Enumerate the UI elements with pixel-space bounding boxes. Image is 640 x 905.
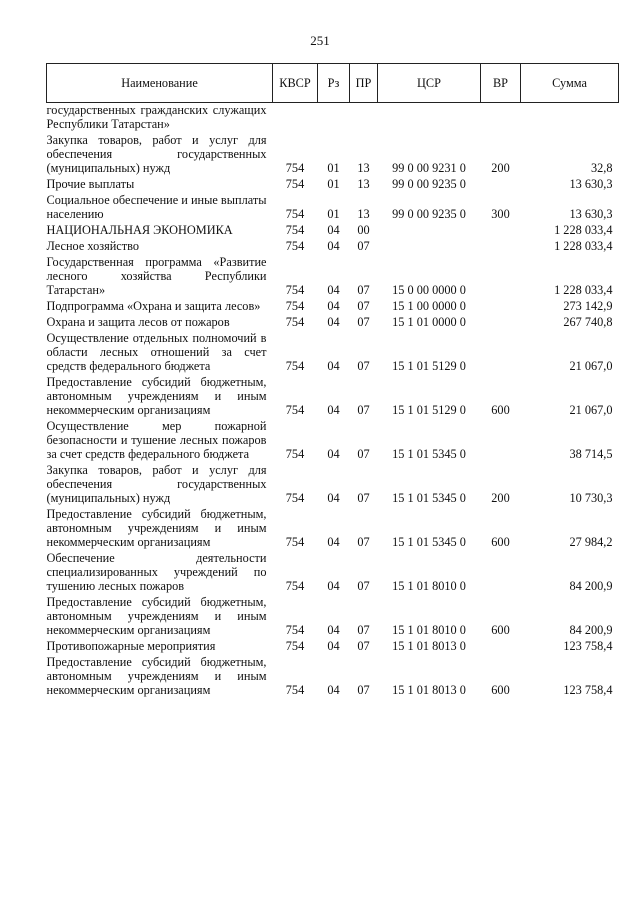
cell-kvsr: 754: [285, 403, 305, 417]
cell-rz: 04: [327, 239, 340, 253]
cell-csr: 15 1 01 8013 0: [392, 683, 466, 697]
cell-kvsr: 754: [285, 315, 305, 329]
cell-name: Осуществление мер пожарной безопасности и тушение лесных пожаров за счет средств федерального бюджета: [46, 419, 267, 461]
cell-csr: [378, 221, 481, 237]
cell-vr: [481, 637, 521, 653]
cell-vr: [481, 237, 521, 253]
table-row: [47, 417, 619, 461]
header-pr: ПР: [350, 64, 378, 103]
table-row: [47, 131, 619, 175]
cell-pr: 13: [357, 177, 370, 191]
cell-sum: 123 758,4: [563, 683, 613, 697]
budget-table-container: [46, 63, 618, 697]
cell-vr: [481, 329, 521, 373]
cell-kvsr: 754: [285, 623, 305, 637]
cell-rz: [318, 103, 350, 132]
header-row: [47, 64, 619, 103]
cell-name: Прочие выплаты: [46, 177, 135, 191]
cell-name: Обеспечение деятельности специализированных учреждений по тушению лесных пожаров: [46, 551, 267, 593]
cell-vr: 200: [491, 491, 510, 505]
cell-pr: 07: [357, 359, 370, 373]
table-row: [47, 505, 619, 549]
cell-kvsr: 754: [285, 535, 305, 549]
cell-name: Противопожарные мероприятия: [46, 639, 216, 653]
cell-sum: 32,8: [590, 161, 613, 175]
cell-rz: 04: [327, 579, 340, 593]
cell-csr: 15 1 00 0000 0: [392, 299, 466, 313]
cell-csr: [378, 103, 481, 132]
cell-name: Закупка товаров, работ и услуг для обеспечения государственных (муниципальных) нужд: [46, 133, 267, 175]
cell-name: Осуществление отдельных полномочий в области лесных отношений за счет средств федерального бюджета: [46, 331, 267, 373]
cell-pr: 13: [357, 161, 370, 175]
cell-csr: 15 1 01 5129 0: [392, 403, 466, 417]
cell-kvsr: 754: [285, 359, 305, 373]
cell-kvsr: 754: [285, 177, 305, 191]
cell-sum: 21 067,0: [569, 403, 613, 417]
cell-csr: 99 0 00 9235 0: [392, 177, 466, 191]
table-row: [47, 221, 619, 237]
cell-sum: 13 630,3: [569, 207, 613, 221]
budget-table: [46, 63, 619, 697]
header-name: Наименование: [47, 64, 273, 103]
table-header: [47, 64, 619, 103]
cell-csr: 15 1 01 5345 0: [392, 447, 466, 461]
cell-rz: 04: [327, 639, 340, 653]
cell-sum: 84 200,9: [569, 623, 613, 637]
cell-csr: 15 1 01 5345 0: [392, 491, 466, 505]
cell-kvsr: 754: [285, 579, 305, 593]
table-row: [47, 461, 619, 505]
cell-vr: [481, 221, 521, 237]
cell-name: Предоставление субсидий бюджетным, автономным учреждениям и иным некоммерческим организациям: [46, 655, 267, 697]
cell-vr: 300: [491, 207, 510, 221]
cell-kvsr: 754: [285, 239, 305, 253]
table-row: [47, 653, 619, 697]
cell-vr: 600: [491, 403, 510, 417]
cell-name: Лесное хозяйство: [46, 239, 140, 253]
cell-kvsr: 754: [285, 161, 305, 175]
cell-csr: 15 1 01 0000 0: [392, 315, 466, 329]
cell-rz: 01: [327, 161, 340, 175]
cell-name: Подпрограмма «Охрана и защита лесов»: [46, 299, 261, 313]
header-rz: Рз: [318, 64, 350, 103]
cell-name: Предоставление субсидий бюджетным, автономным учреждениям и иным некоммерческим организациям: [46, 507, 267, 549]
cell-vr: [481, 253, 521, 297]
cell-name: Предоставление субсидий бюджетным, автономным учреждениям и иным некоммерческим организациям: [46, 375, 267, 417]
cell-csr: [378, 237, 481, 253]
cell-vr: 200: [491, 161, 510, 175]
cell-pr: 07: [357, 683, 370, 697]
cell-rz: 04: [327, 299, 340, 313]
cell-pr: 07: [357, 283, 370, 297]
cell-sum: 27 984,2: [569, 535, 613, 549]
header-sum: Сумма: [521, 64, 619, 103]
cell-vr: [481, 549, 521, 593]
table-row: [47, 297, 619, 313]
cell-pr: 07: [357, 639, 370, 653]
cell-kvsr: 754: [285, 207, 305, 221]
cell-vr: [481, 103, 521, 132]
cell-sum: 267 740,8: [563, 315, 613, 329]
cell-kvsr: 754: [285, 299, 305, 313]
cell-sum: 273 142,9: [563, 299, 613, 313]
cell-csr: 15 1 01 8010 0: [392, 623, 466, 637]
cell-name: Закупка товаров, работ и услуг для обеспечения государственных (муниципальных) нужд: [46, 463, 267, 505]
cell-sum: 21 067,0: [569, 359, 613, 373]
cell-pr: 07: [357, 579, 370, 593]
table-row: [47, 253, 619, 297]
cell-sum: 38 714,5: [569, 447, 613, 461]
cell-sum: 10 730,3: [569, 491, 613, 505]
cell-pr: 07: [357, 403, 370, 417]
cell-sum: [521, 103, 619, 132]
table-row: [47, 593, 619, 637]
cell-rz: 04: [327, 491, 340, 505]
cell-rz: 04: [327, 447, 340, 461]
cell-pr: 13: [357, 207, 370, 221]
cell-sum: 84 200,9: [569, 579, 613, 593]
cell-name: Государственная программа «Развитие лесного хозяйства Республики Татарстан»: [46, 255, 267, 297]
header-csr: ЦСР: [378, 64, 481, 103]
table-row: [47, 313, 619, 329]
cell-pr: 00: [357, 223, 370, 237]
cell-csr: 15 1 01 5345 0: [392, 535, 466, 549]
cell-pr: 07: [357, 315, 370, 329]
cell-rz: 04: [327, 535, 340, 549]
cell-rz: 04: [327, 623, 340, 637]
cell-name: государственных гражданских служащих Республики Татарстан»: [46, 103, 267, 131]
table-body: [47, 103, 619, 698]
table-row: [47, 237, 619, 253]
cell-csr: 15 1 01 5129 0: [392, 359, 466, 373]
cell-csr: 99 0 00 9235 0: [392, 207, 466, 221]
cell-rz: 01: [327, 177, 340, 191]
cell-vr: 600: [491, 683, 510, 697]
cell-kvsr: 754: [285, 223, 305, 237]
cell-name: Социальное обеспечение и иные выплаты населению: [46, 193, 267, 221]
cell-vr: [481, 175, 521, 191]
cell-sum: 1 228 033,4: [554, 283, 613, 297]
cell-pr: 07: [357, 447, 370, 461]
cell-kvsr: 754: [285, 683, 305, 697]
cell-kvsr: 754: [285, 283, 305, 297]
cell-rz: 04: [327, 403, 340, 417]
table-row: [47, 191, 619, 221]
table-row: [47, 373, 619, 417]
cell-pr: 07: [357, 239, 370, 253]
cell-pr: 07: [357, 491, 370, 505]
cell-vr: 600: [491, 623, 510, 637]
table-row: [47, 329, 619, 373]
cell-sum: 1 228 033,4: [554, 223, 613, 237]
cell-kvsr: 754: [285, 491, 305, 505]
cell-vr: 600: [491, 535, 510, 549]
cell-rz: 04: [327, 315, 340, 329]
cell-pr: 07: [357, 535, 370, 549]
cell-kvsr: 754: [285, 447, 305, 461]
cell-name: Охрана и защита лесов от пожаров: [46, 315, 230, 329]
cell-csr: 15 0 00 0000 0: [392, 283, 466, 297]
cell-pr: 07: [357, 299, 370, 313]
cell-csr: 15 1 01 8010 0: [392, 579, 466, 593]
cell-kvsr: 754: [285, 639, 305, 653]
cell-sum: 123 758,4: [563, 639, 613, 653]
cell-rz: 04: [327, 359, 340, 373]
cell-name: Предоставление субсидий бюджетным, автономным учреждениям и иным некоммерческим организациям: [46, 595, 267, 637]
table-row: [47, 549, 619, 593]
cell-sum: 13 630,3: [569, 177, 613, 191]
cell-sum: 1 228 033,4: [554, 239, 613, 253]
cell-vr: [481, 417, 521, 461]
cell-pr: [350, 103, 378, 132]
cell-rz: 01: [327, 207, 340, 221]
table-row: [47, 103, 619, 132]
header-vr: ВР: [481, 64, 521, 103]
cell-pr: 07: [357, 623, 370, 637]
cell-vr: [481, 313, 521, 329]
cell-rz: 04: [327, 683, 340, 697]
page-number: 251: [310, 33, 330, 48]
header-kvsr: КВСР: [273, 64, 318, 103]
cell-csr: 99 0 00 9231 0: [392, 161, 466, 175]
cell-name: НАЦИОНАЛЬНАЯ ЭКОНОМИКА: [46, 223, 233, 237]
cell-rz: 04: [327, 283, 340, 297]
cell-csr: 15 1 01 8013 0: [392, 639, 466, 653]
table-row: [47, 175, 619, 191]
cell-vr: [481, 297, 521, 313]
cell-rz: 04: [327, 223, 340, 237]
table-row: [47, 637, 619, 653]
cell-kvsr: [273, 103, 318, 132]
